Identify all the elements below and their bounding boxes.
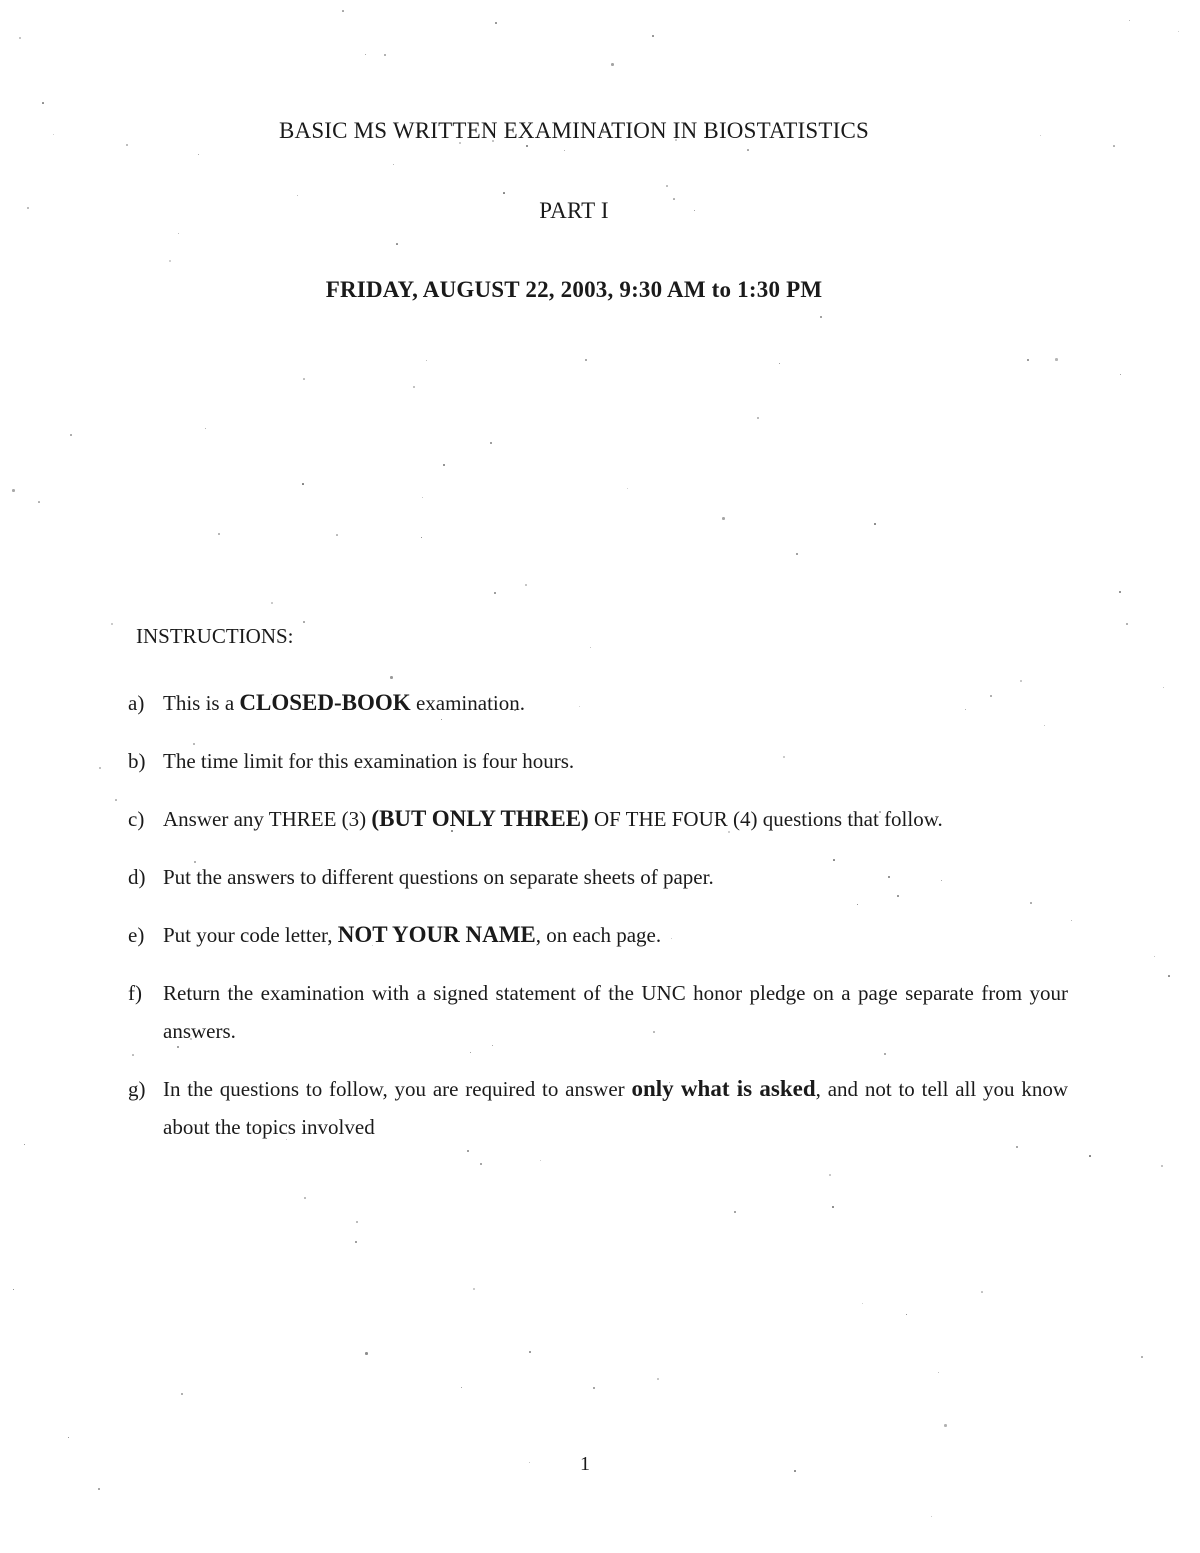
instruction-item-b [128,742,1068,780]
scan-speck [303,621,305,623]
scan-speck [42,102,44,104]
instruction-text [163,916,1068,954]
scan-speck [205,428,206,429]
instruction-emphasis: only what is asked [631,1076,816,1101]
scan-speck [1120,374,1121,375]
instruction-text-pre: The time limit for this examination is four hours. [163,749,575,773]
scan-speck [1089,1155,1091,1157]
instruction-marker: b) [128,749,146,773]
instruction-text-pre: Put your code letter, [163,923,338,947]
instruction-text-post: , and not to tell all you know about the topics involved [163,1077,1068,1139]
scan-speck [24,1144,25,1145]
scan-speck [1178,31,1179,32]
instruction-marker: d) [128,865,146,889]
scan-speck [342,10,344,12]
instruction-text [163,742,1068,780]
scan-speck [422,497,423,498]
scan-speck [722,517,725,520]
scan-speck [666,185,668,187]
scan-speck [1119,591,1121,593]
scan-speck [1129,20,1130,21]
instruction-text [163,684,1068,722]
scan-speck [443,464,445,466]
scan-speck [99,767,101,769]
scan-speck [13,1289,14,1290]
scan-speck [218,533,220,535]
scan-speck [304,1197,306,1199]
scan-speck [393,164,394,165]
instructions-heading: INSTRUCTIONS: [136,624,294,648]
scan-speck [181,1393,183,1395]
instruction-emphasis: CLOSED-BOOK [239,690,411,715]
scan-speck [98,1488,100,1490]
instruction-text [163,974,1068,1050]
scan-speck [944,1424,947,1427]
instruction-text [163,800,1068,838]
scan-speck [178,233,179,234]
scan-speck [1141,1356,1143,1358]
scan-speck [526,145,528,147]
scan-speck [1020,680,1022,682]
scan-speck [365,1352,368,1355]
instruction-emphasis: NOT YOUR NAME [337,922,536,947]
scan-speck [303,378,305,380]
scan-speck [981,1291,983,1293]
instruction-marker: a) [128,691,145,715]
scan-speck [271,602,273,604]
scan-speck [68,1437,69,1438]
scan-speck [355,1241,357,1243]
scan-speck [365,54,366,55]
instruction-text-pre: This is a [163,691,240,715]
instructions-list [128,684,1068,1166]
scan-speck [794,1470,796,1472]
scan-speck [1168,975,1170,977]
scan-speck [747,149,749,151]
scan-speck [529,1462,530,1463]
scan-speck [627,488,628,489]
scan-speck [384,54,386,56]
scan-speck [829,1174,831,1176]
instruction-text-post: examination. [410,691,525,715]
scan-speck [652,35,654,37]
scan-speck [302,483,304,485]
scan-speck [779,363,780,364]
scan-speck [421,537,422,538]
scan-speck [495,22,497,24]
scan-speck [906,1314,907,1315]
instruction-item-a [128,684,1068,722]
scan-speck [529,1351,531,1353]
scan-speck [115,799,117,801]
scan-speck [396,243,398,245]
scan-speck [938,1372,939,1373]
instruction-item-f [128,974,1068,1050]
scan-speck [356,1221,358,1223]
scan-speck [336,534,338,536]
instruction-item-d [128,858,1068,896]
scan-speck [593,1387,595,1389]
scan-speck [1071,920,1072,921]
instruction-text-pre: Return the examination with a signed statement of the UNC honor pledge on a page separate from your answers. [163,981,1068,1043]
scan-speck [1163,687,1164,688]
scan-speck [874,523,876,525]
scan-speck [1055,358,1058,361]
instruction-text-post: OF THE FOUR (4) questions that follow. [588,807,943,831]
scan-speck [413,386,415,388]
instruction-text-pre: Put the answers to different questions on separate sheets of paper. [163,865,714,889]
instruction-marker: e) [128,923,145,947]
scan-speck [1113,145,1115,147]
scan-speck [198,154,199,155]
scan-speck [19,37,21,39]
scan-speck [1126,623,1128,625]
scan-speck [111,623,113,625]
scan-speck [12,489,15,492]
scan-speck [503,192,505,194]
scan-speck [169,260,171,262]
instruction-text-pre: In the questions to follow, you are required to answer [163,1077,632,1101]
instruction-item-c [128,800,1068,838]
scan-speck [494,592,496,594]
exam-title: BASIC MS WRITTEN EXAMINATION IN BIOSTATISTICS [278,118,870,143]
scan-speck [490,442,492,444]
scan-speck [1154,956,1155,957]
scan-speck [70,434,72,436]
scan-speck [390,676,393,679]
scan-speck [564,150,565,151]
instruction-text-post: , on each page. [535,923,662,947]
instruction-text-pre: Answer any THREE (3) [163,807,372,831]
instruction-emphasis: (BUT ONLY THREE) [371,806,589,831]
scan-speck [832,1206,834,1208]
instruction-marker: g) [128,1077,146,1101]
scan-speck [862,1303,863,1304]
instruction-text [163,1070,1068,1146]
scan-speck [757,417,759,419]
scan-speck [734,1211,736,1213]
scan-speck [126,144,128,146]
instruction-item-g [128,1070,1068,1146]
scan-speck [931,1516,932,1517]
instruction-marker: c) [128,807,145,831]
scan-speck [611,63,614,66]
page-number: 1 [580,1453,590,1475]
scan-speck [426,360,427,361]
scan-speck [1161,1165,1163,1167]
exam-date-time: FRIDAY, AUGUST 22, 2003, 9:30 AM to 1:30 PM [325,277,823,302]
scan-speck [657,1378,659,1380]
scan-speck [525,584,527,586]
scan-speck [796,553,798,555]
scan-speck [461,1387,462,1388]
scan-speck [473,1288,475,1290]
scan-speck [1027,359,1029,361]
exam-part: PART I [539,198,609,223]
scan-speck [585,359,587,361]
instruction-text [163,858,1068,896]
scan-speck [820,316,822,318]
scan-speck [38,501,40,503]
instruction-marker: f) [128,981,142,1005]
instruction-item-e [128,916,1068,954]
scan-speck [297,195,298,196]
scan-speck [590,647,591,648]
